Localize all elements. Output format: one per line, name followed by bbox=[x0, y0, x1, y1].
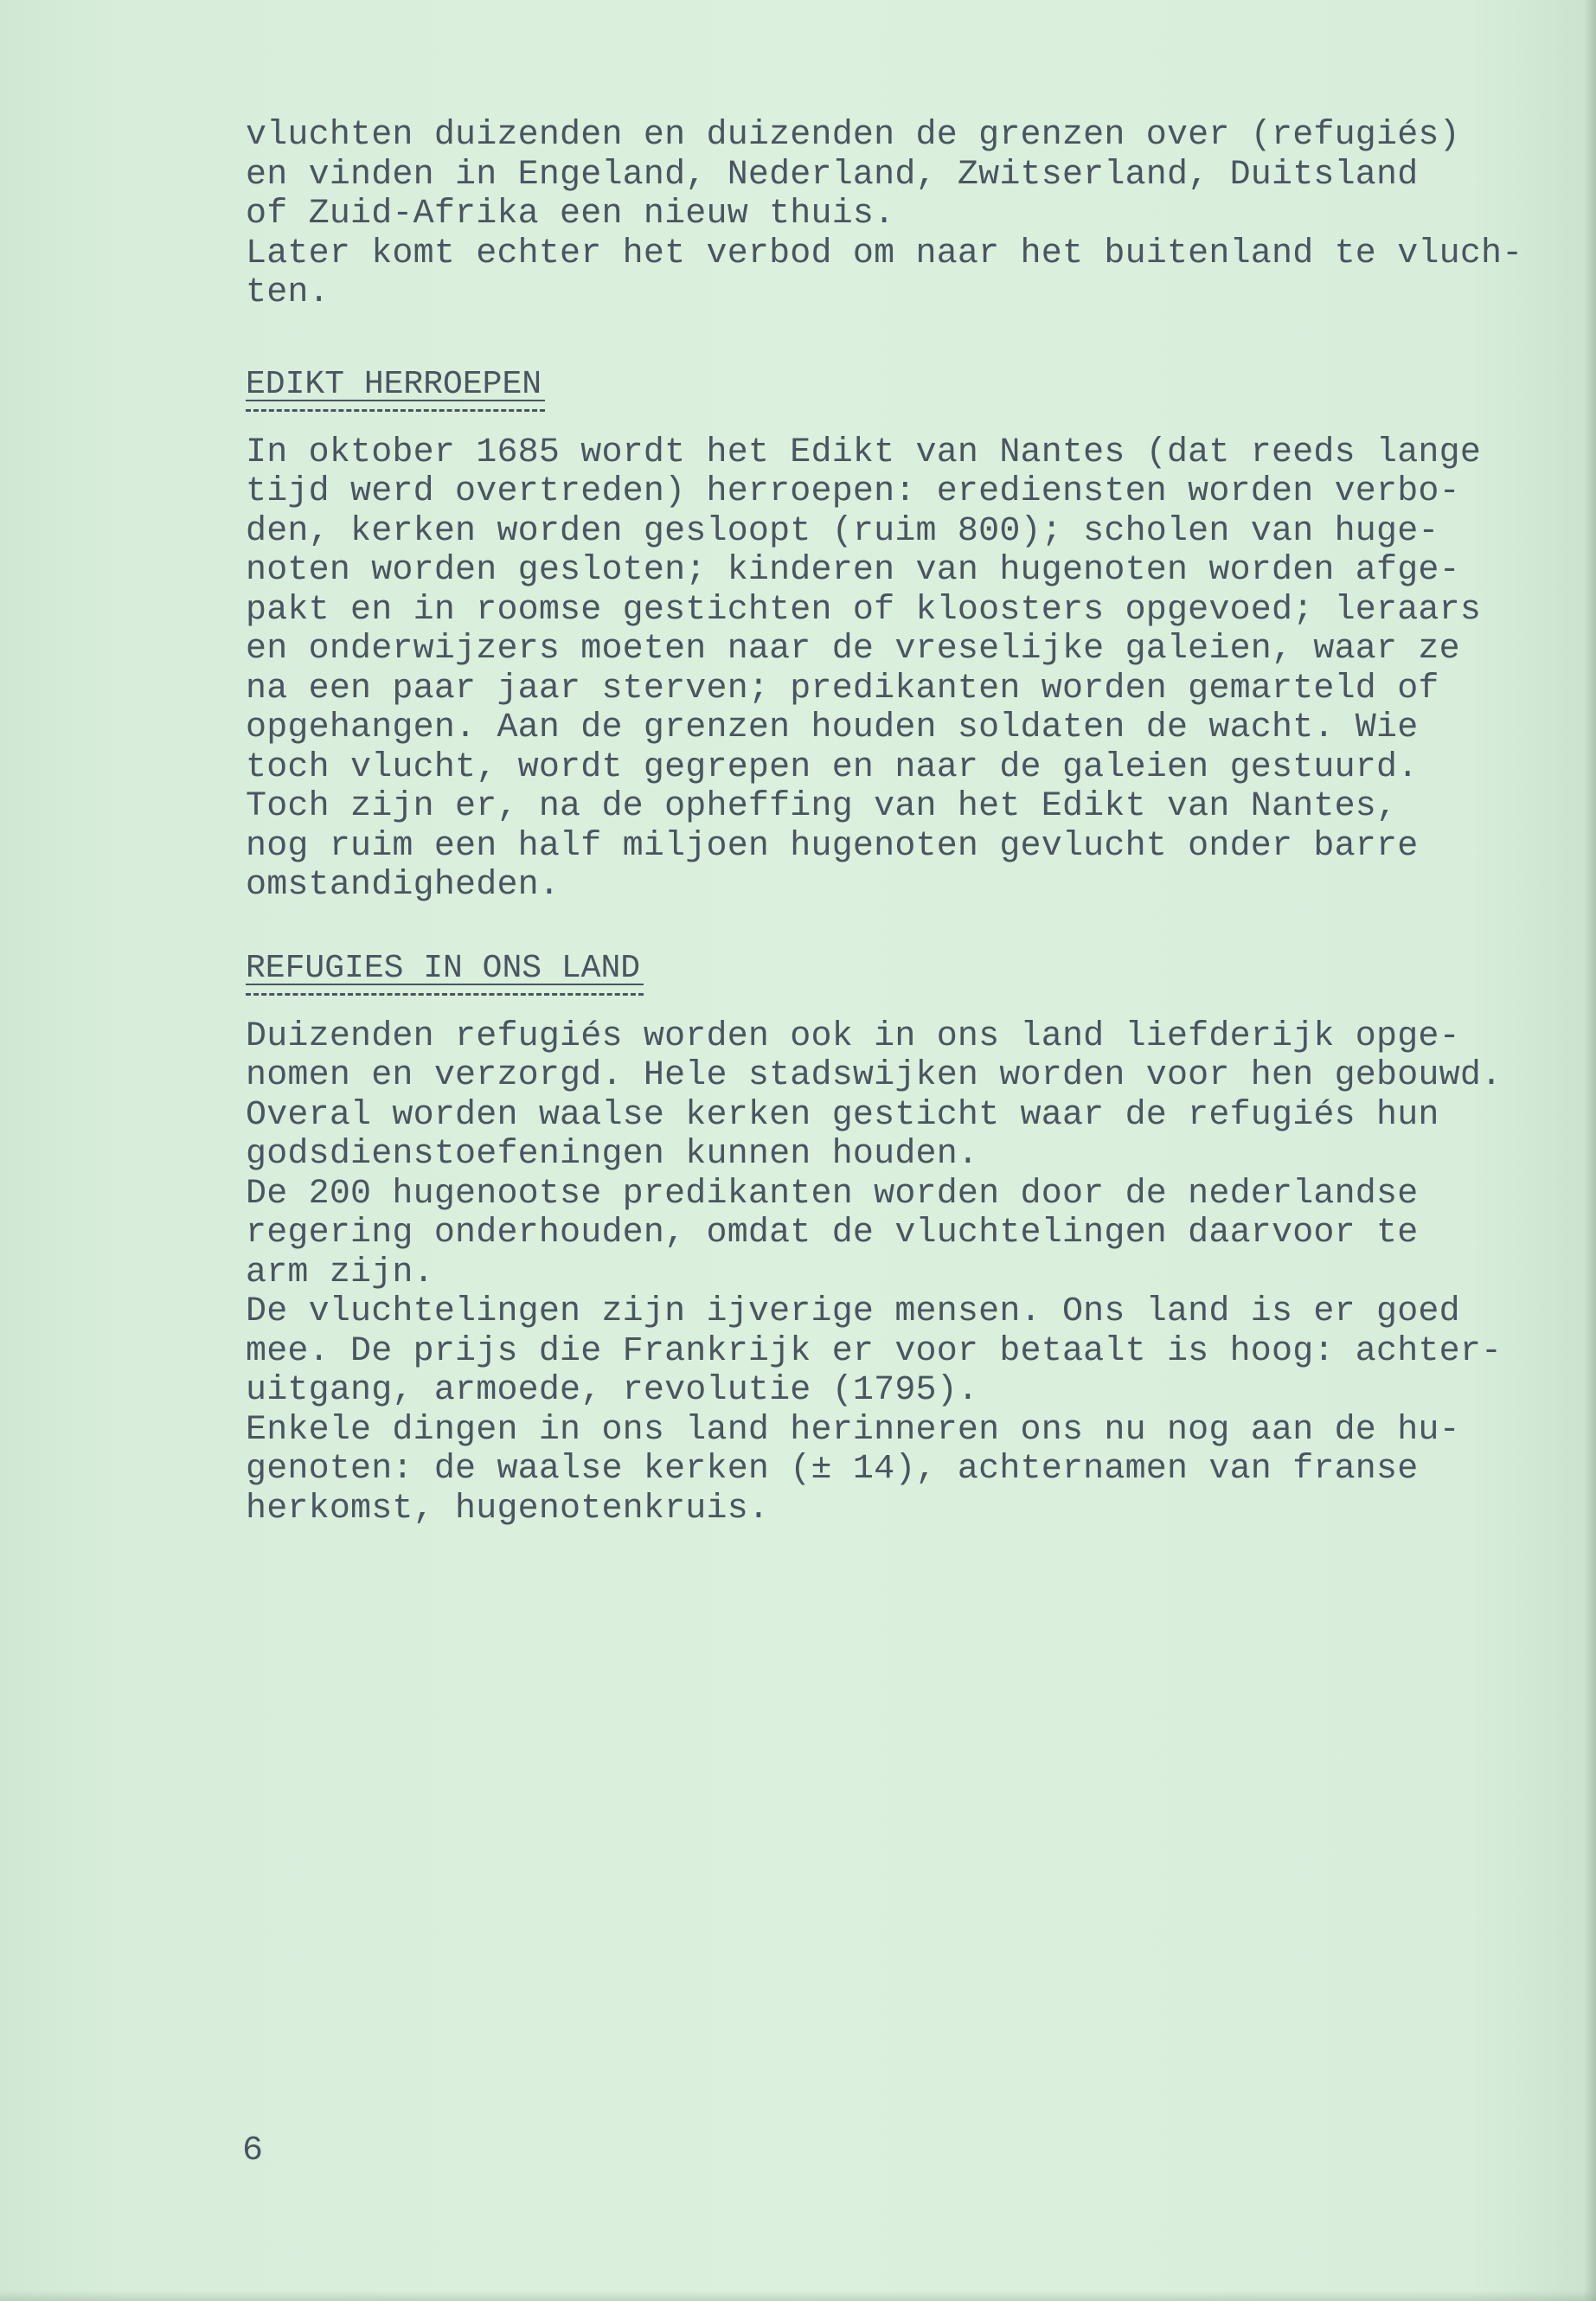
text-line: Toch zijn er, na de opheffing van het Edikt van Nantes, bbox=[246, 787, 1398, 826]
text-line: Enkele dingen in ons land herinneren ons nu nog aan de hu- bbox=[246, 1410, 1460, 1450]
text-line: godsdienstoefeningen kunnen houden. bbox=[246, 1135, 979, 1174]
document-body bbox=[246, 116, 1523, 1529]
text-line: mee. De prijs die Frankrijk er voor betaalt is hoog: achter- bbox=[246, 1331, 1503, 1371]
heading-underline bbox=[246, 984, 644, 985]
text-line: omstandigheden. bbox=[246, 866, 561, 905]
text-line: arm zijn. bbox=[246, 1253, 434, 1292]
text-line: tijd werd overtreden) herroepen: erediensten worden verbo- bbox=[246, 472, 1460, 511]
section-heading-text: REFUGIES IN ONS LAND bbox=[246, 949, 641, 987]
text-line: toch vlucht, wordt gegrepen en naar de galeien gestuurd. bbox=[246, 747, 1419, 787]
spacer bbox=[246, 906, 1474, 949]
text-line: De vluchtelingen zijn ijverige mensen. Ons land is er goed bbox=[246, 1292, 1460, 1331]
text-line: noten worden gesloten; kinderen van hugenoten worden afge- bbox=[246, 551, 1460, 590]
intro-paragraph bbox=[246, 116, 1523, 313]
page-number: 6 bbox=[242, 2131, 264, 2170]
text-line: ten. bbox=[246, 273, 330, 312]
heading-dashed-underline bbox=[246, 409, 545, 412]
text-line: Later komt echter het verbod om naar het buitenland te vluch- bbox=[246, 234, 1523, 273]
text-line: uitgang, armoede, revolutie (1795). bbox=[246, 1371, 979, 1410]
section-paragraph-edikt bbox=[246, 433, 1482, 906]
text-line: herkomst, hugenotenkruis. bbox=[246, 1489, 770, 1529]
section-heading-edikt bbox=[246, 365, 1474, 404]
text-line: Overal worden waalse kerken gesticht waar de refugiés hun bbox=[246, 1095, 1439, 1135]
section-paragraph-refugies bbox=[246, 1016, 1503, 1529]
text-line: of Zuid-Afrika een nieuw thuis. bbox=[246, 195, 895, 234]
page-bottom-shadow bbox=[0, 2291, 1596, 2301]
text-line: na een paar jaar sterven; predikanten worden gemarteld of bbox=[246, 669, 1439, 708]
text-line: In oktober 1685 wordt het Edikt van Nantes (dat reeds lange bbox=[246, 433, 1482, 472]
heading-dashed-underline bbox=[246, 993, 644, 996]
spacer bbox=[246, 313, 1474, 365]
text-line: Duizenden refugiés worden ook in ons land liefderijk opge- bbox=[246, 1016, 1460, 1056]
text-line: genoten: de waalse kerken (± 14), achternamen van franse bbox=[246, 1450, 1419, 1489]
text-line: pakt en in roomse gestichten of kloosters opgevoed; leraars bbox=[246, 590, 1482, 630]
text-line: regering onderhouden, omdat de vluchtelingen daarvoor te bbox=[246, 1214, 1419, 1253]
heading-underline bbox=[246, 400, 545, 401]
text-line: opgehangen. Aan de grenzen houden soldaten de wacht. Wie bbox=[246, 708, 1419, 747]
section-heading-text: EDIKT HERROEPEN bbox=[246, 365, 542, 403]
section-heading-refugies bbox=[246, 949, 1474, 988]
text-line: en vinden in Engeland, Nederland, Zwitserland, Duitsland bbox=[246, 155, 1419, 195]
text-line: De 200 hugenootse predikanten worden door de nederlandse bbox=[246, 1174, 1419, 1214]
text-line: vluchten duizenden en duizenden de grenzen over (refugiés) bbox=[246, 116, 1460, 155]
text-line: den, kerken worden gesloopt (ruim 800); scholen van huge- bbox=[246, 511, 1439, 551]
page-edge-shadow bbox=[1584, 0, 1596, 2301]
text-line: nog ruim een half miljoen hugenoten gevlucht onder barre bbox=[246, 826, 1419, 866]
text-line: nomen en verzorgd. Hele stadswijken worden voor hen gebouwd. bbox=[246, 1056, 1503, 1095]
text-line: en onderwijzers moeten naar de vreselijke galeien, waar ze bbox=[246, 630, 1460, 669]
